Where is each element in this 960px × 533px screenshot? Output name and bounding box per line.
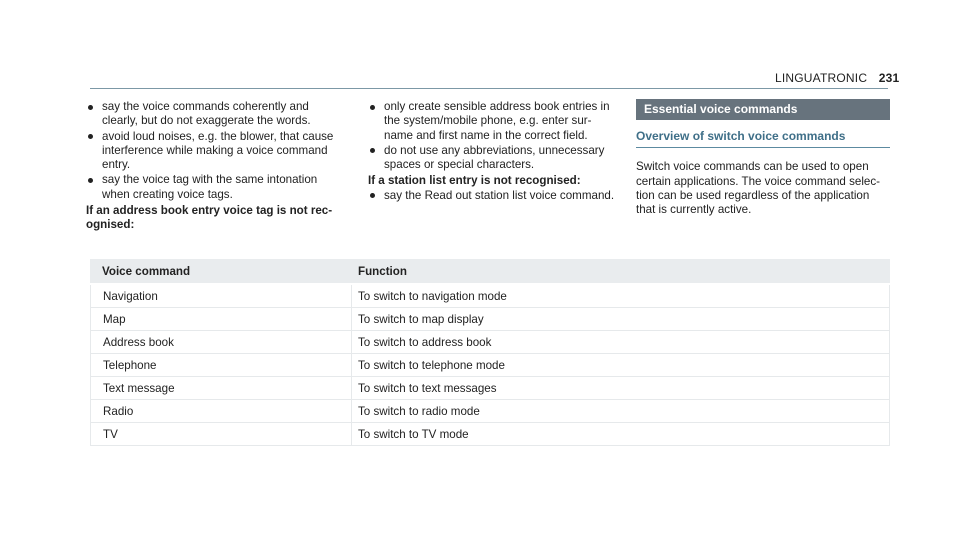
list-item-text: say the Read out station list voice command. [384, 188, 615, 202]
right-column [636, 100, 890, 217]
bullet-icon [88, 134, 93, 139]
table-row [90, 308, 890, 331]
function-cell: To switch to address book [352, 331, 890, 353]
command-cell: Telephone [90, 354, 352, 376]
function-cell: To switch to radio mode [352, 400, 890, 422]
function-cell: To switch to navigation mode [352, 285, 890, 307]
table-row [90, 354, 890, 377]
column-header-command: Voice command [102, 264, 191, 278]
address-book-heading: If an address book entry voice tag is not rec-ognised: [86, 204, 333, 232]
command-cell: Address book [90, 331, 352, 353]
bullet-icon [88, 105, 93, 110]
list-item [368, 100, 620, 143]
list-item [86, 173, 344, 202]
header-divider [90, 88, 888, 89]
section-title: Essential voice commands [636, 99, 890, 120]
list-item-text: say the voice commands coherently and clearly, but do not exaggerate the words. [102, 100, 311, 128]
station-tips-list [368, 189, 620, 203]
section-name: LINGUATRONIC [775, 71, 868, 85]
address-tips-list [368, 100, 620, 172]
table-row [90, 423, 890, 446]
list-item-text: do not use any abbreviations, unnecessary spaces or special characters. [384, 143, 605, 172]
bullet-icon [370, 193, 375, 198]
list-item-text: only create sensible address book entries in the system/mobile phone, e.g. enter sur-name and first name in the correct field. [384, 100, 610, 142]
table-row [90, 377, 890, 400]
list-item [86, 100, 344, 129]
table-header [90, 259, 890, 285]
tips-list [86, 100, 344, 202]
list-item-text: avoid loud noises, e.g. the blower, that cause interference while making a voice command entry. [102, 129, 334, 172]
command-cell: Radio [90, 400, 352, 422]
function-cell: To switch to telephone mode [352, 354, 890, 376]
column-header-function: Function [358, 264, 407, 278]
running-header [775, 71, 899, 85]
command-cell: TV [90, 423, 352, 445]
function-cell: To switch to text messages [352, 377, 890, 399]
table-row [90, 331, 890, 354]
list-item [368, 189, 620, 203]
middle-column [368, 100, 620, 204]
table-row [90, 400, 890, 423]
bullet-icon [370, 148, 375, 153]
intro-paragraph: Switch voice commands can be used to open certain applications. The voice command selec-tion can be used regardless of the application that is currently active. [636, 160, 881, 217]
list-item [86, 130, 344, 173]
page-number: 231 [878, 71, 900, 85]
voice-commands-table [90, 259, 890, 446]
function-cell: To switch to TV mode [352, 423, 890, 445]
bullet-icon [370, 105, 375, 110]
list-item-text: say the voice tag with the same intonation when creating voice tags. [102, 173, 318, 201]
list-item [368, 144, 620, 173]
command-cell: Text message [90, 377, 352, 399]
subsection-title: Overview of switch voice commands [636, 129, 890, 148]
bullet-icon [88, 178, 93, 183]
left-column [86, 100, 344, 233]
function-cell: To switch to map display [352, 308, 890, 330]
table-row [90, 285, 890, 308]
station-list-heading: If a station list entry is not recognised: [368, 174, 581, 188]
command-cell: Map [90, 308, 352, 330]
command-cell: Navigation [90, 285, 352, 307]
